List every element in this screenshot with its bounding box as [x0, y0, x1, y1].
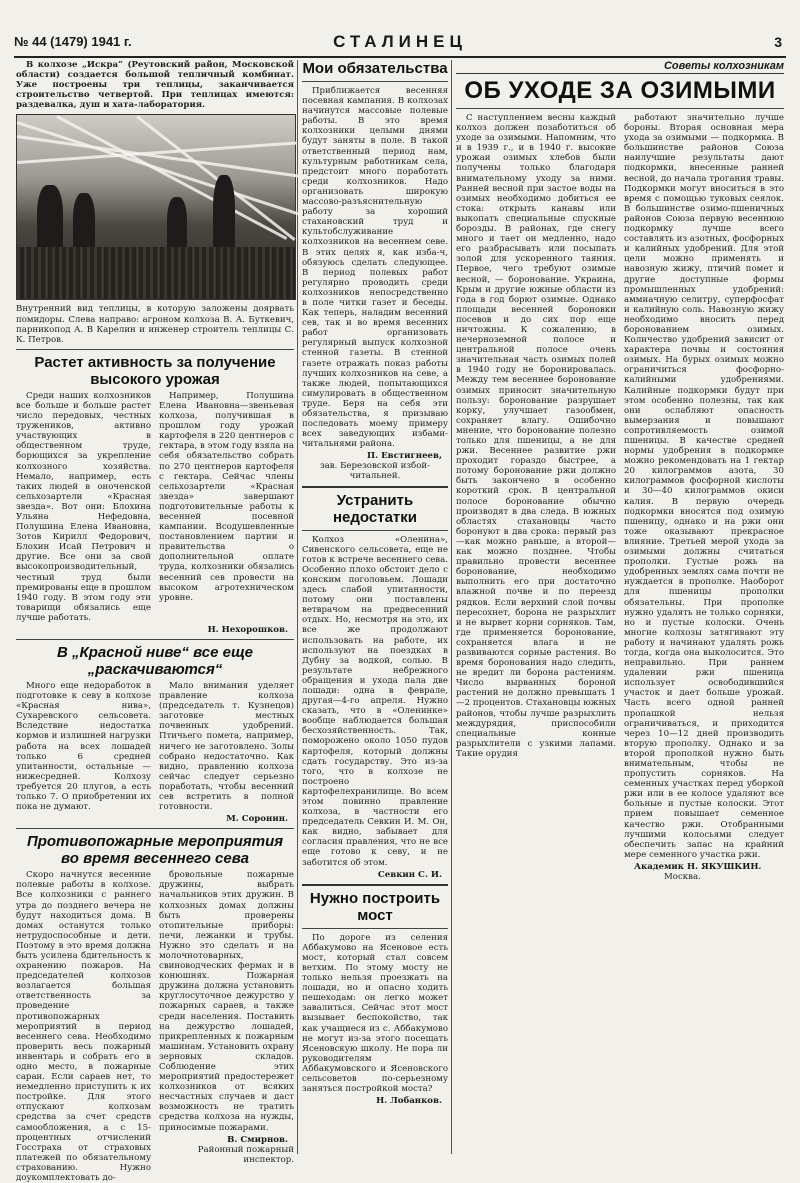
greenhouse-intro: В колхозе „Искра“ (Реутовский район, Московской области) создается большой тепличный комбинат. Уже построены три теплицы, заканчивается строительство четвертой. При теплицах имеются: раздевалка, душ и хата-лаборатория.	[16, 60, 294, 111]
article-signature: Севкин С. И.	[377, 869, 442, 880]
article-text: Скоро начнутся весенние полевые работы в колхозе. Все колхозники с раннего утра до позднего вечера не будут находиться дома. В домах останутся только нетрудоспособные и дети. Поэтому в это время должна быть усилена бдительность к охранению пожаров. На председателей колхозов возлагается большая ответственность за проведение противопожарных мероприятий в период весеннего сева. Необходимо проверить весь пожарный инвентарь и собрать его в одно место, в пожарные сараи. Если сараев нет, то немедленно приступить к их постройке. Для этого отпускают колхозам средства за счет средств самообложения, а с 15-процентных отчислений Госстраха от страховых платежей по обязательному страхованию. Нужно доукомплектовать до-	[16, 870, 151, 1183]
column-middle	[302, 60, 448, 1154]
article-title-winter-crops: ОБ УХОДЕ ЗА ОЗИМЫМИ	[464, 77, 776, 104]
article-signature: Н. Лобанков.	[376, 1096, 442, 1107]
signature-role: зав. Березовской избой-читальней.	[319, 461, 430, 482]
article-signature: В. Смирнов.	[227, 1134, 288, 1145]
greenhouse-photo	[16, 114, 296, 300]
signature-place: Москва.	[664, 871, 701, 882]
article-text: С наступлением весны каждый колхоз должен позаботиться об уходе за озимыми. Напомним, что и в 1939 г., и в 1940 г. высокие урожаи озимых хлебов были получены только благодаря внимательному уходу за ними. Ранней весной при застое воды на озимых необходимо добиться ее стока: открыть канавы или выкопать специальные спускные борозды. В районах, где снегу много и тает он медленно, надо его разбрасывать или посыпать золой для ускоренного таяния. Первое, чего требуют озимые весной, — боронование. Украина, Крым и другие южные области из года в год борют озимые. Однако площади весенней бороновки посевов и до сих пор еще ничтожны. К сожалению, в нечерноземной полосе и центральной полосе очень значительная часть озимых полей в 1940 году не боронировалась. Между тем весеннее боронование озимых приносит значительную пользу: боронование разрушает корку, улучшает газообмен, сохраняет влагу. Ошибочно мнение, что боронование полезно только для пшеницы, а не для ржи. Весеннее развитие ржи проходит гораздо быстрее, а потому боронование ржи должно быть закончено в особенно короткий срок. В центральной полосе боронование обычно производят в два следа. В южных областях стахановцы часто боронуют в два срока: первый раз—как можно раньше, а второй—как можно позднее. Чтобы правильно провести весеннее боронование, необходимо выполнить его при достаточно влажной почве и по переезд рядков. Если верхний слой почвы пересохнет, борона не разрыхлит и не вырвет корни сорняков. Там, где применяется боронование, сохраняется влага и не развиваются сорные растения. Во время боронования надо следить, не вредит ли борона растениям. Число вырванных бороной растений не должно превышать 1—2 процентов. Стахановцы южных районов, чтобы лучше разрыхлить междурядия, приспособили специальные конные разрыхлители с узкими лапами. Такие орудия	[456, 113, 616, 759]
article-title-shortcomings: Устранить недостатки	[333, 491, 417, 526]
section-rubric: Советы колхозникам	[456, 60, 784, 74]
article-text: Среди наших колхозников все больше и больше растет число передовых, честных тружеников, активно участвующих в общественном труде, борющихся за укрепление колхозного хозяйства. Немало, например, есть таких людей в оноченской сельхозартели «Красная звезда». Вот они: Блохина Ульяна Нефедовна, Полушина Елена Ивановна, Зотов Кирилл Федорович, Блохин Исай Петрович и другие. Все они за свой высокопроизводительный, честный труд были премированы еще в прошлом 1940 году. В этом году эти товарищи обязались еще лучше работать.	[16, 390, 151, 623]
article-signature: Н. Нехорошков.	[207, 625, 288, 635]
column-left	[16, 60, 294, 1183]
article-title-activity: Растет активность за получение высокого урожая	[34, 353, 276, 388]
article-signature: М. Соронин.	[226, 814, 288, 825]
article-title-fire-safety: Противопожарные мероприятия во время весеннего сева	[26, 833, 284, 868]
page-number: 3	[774, 34, 782, 50]
paper-title: СТАЛИНЕЦ	[333, 32, 467, 51]
article-text: Колхоз «Оленина», Сивенского сельсовета, еще не готов к встрече весеннего сева. Особенно плохо обстоит дело с конским поголовьем. Лошади здесь слабой упитанности, потому они поставлены ветврачом на предвесенний отдых. Но, несмотря на это, их все же продолжают использовать на работе, их используют на поездках в Дубну за водкой, солью. В результате небрежного обращения и ухода пала две лошади: одна в феврале, другая—4-го апреля. Нужно сказать, что в «Оленинке» вообще наблюдается большая бесхозяйственность. Так, поморожено около 1050 пудов картофеля, который должны сдать государству. Это из-за того, что в колхозе не построено картофелехранилище. Во всем этом повинно правление колхоза, в частности его председатель Севкин И. М. Он, как видно, забывает для согласия правления, что не все еще готово к севу, и не заботится об этом.	[302, 534, 448, 868]
article-signature: Академик Н. ЯКУШКИН.	[634, 861, 762, 872]
article-title-krasnaya-niva: В „Красной ниве“ все еще „раскачиваются“	[57, 644, 253, 678]
issue-number: № 44 (1479) 1941 г.	[14, 34, 132, 49]
signature-role: Районный пожарный инспектор.	[197, 1144, 294, 1165]
article-text: работают значительно лучше бороны. Вторая основная мера ухода за озимыми — подкормка. В большинстве районов Союза наилучшие результаты дают подкормки, внесенные ранней весной, до начала трогания травы. Подкормки могут вноситься в это время с помощью туковых сеялок. В большинстве озимо-пшеничных районов Союза первую весеннюю подкормку лучше всего составлять из азотных, фосфорных и калийных удобрений. Для этой цели можно применять и навозную жижу, птичий помет и другие доступные формы промышленных удобрений: аммиачную селитру, суперфосфат и калийную соль. Навозную жижу необходимо вносить перед боронованием озимых. Количество удобрений зависит от характера почвы и состояния озимых. На бурых озимых можно ограничиться фосфорно-калийными удобрениями. Калийные подкормки будут при этом особенно полезны, так как они ослабляют опасность вымерзания и повышают сопротивляемость озимой пшеницы. В качестве средней нормы удобрения в подкормке можно рекомендовать на 1 гектар 20 килограммов азота, 30 килограммов фосфорной кислоты и 30—40 килограммов окиси калия. В первую очередь подкормки вносятся под озимую пшеницу, однако и на ржи они тоже оказывают прекрасное влияние. Третьей мерой ухода за озимыми должны считаться прополки. Густые рожь на удобренных землях сама почти не нуждается в прополке. Наоборот для пшеницы прополки обязательны. При прополке нужно удалять не только сорняки, но и пустые колоски. Очень многие колхозы затягивают эту работу и начинают удалять рожь тогда, когда она выколосится. Это неправильно. При раннем удалении ржи пшеница использует освободившийся участок и дает больше урожай. Часть всего одной ранней пропашкой нельзя ограничиваться, и приходится через 10—12 дней производить вторую прополку. Однако и за второй прополкой нужно быть внимательным, чтобы не пропустить сорняков. На семенных участках перед уборкой ржи или в ее колосе удаляют все больные и пустые колоски. Этот прием повышает семенное качество ржи. Отобранными лучшими колосьями следует обеспечить запас на крайний мере семенного участка ржи.	[624, 113, 784, 860]
article-text: Мало внимания уделяет правление колхоза (председатель т. Кузнецов) заготовке местных почвенных удобрений. Птичьего помета, например, ничего не заготовлено. Золы собрано недостаточно. Как видно, правлению колхоза сейчас следует серьезно поработать, чтобы весенний сев встретить в полной готовности.	[159, 681, 294, 813]
article-text: Много еще недоработок в подготовке к севу в колхозе «Красная нива», Сухаревского сельсовета. Вследствие недостатка кормов и излишней нагрузки работа на всех лошадей только 6 средней упитанности, остальные — нижесредней. Колхозу требуется 20 плугов, а есть только 7. О приобретении их пока не думают.	[16, 681, 151, 813]
column-divider	[451, 60, 452, 1154]
column-divider	[297, 60, 298, 1154]
article-text: Например, Полушина Елена Ивановна—звеньевая колхоза, получившая в прошлом году урожай картофеля в 220 центнеров с гектара, в этом году взяла на себя обязательство собрать по 270 центнеров картофеля с гектара. Сейчас члены сельхозартели «Красная звезда» завершают подготовительные работы к весенней посевной кампании. Всодушевленные постановлением партии и правительства о дополнительной оплате труда, колхозники обязались весенний сев провести на высоком агротехническом уровне.	[159, 390, 294, 603]
photo-caption: Внутренний вид теплицы, в которую заложены доярвать помидоры. Слева направо: агроном колхоза В. А. Буткевич, парникопод А. В Карелин и инженер строитель теплицы С. К. Петров.	[16, 304, 294, 345]
article-text: По дороге из селения Аббакумово на Ясеновое есть мост, который стал совсем ветхим. По этому мосту не только нельзя проезжать на лошади, но и опасно ходить пешеходам: он легко может завалиться. Сейчас этот мост вызывает беспокойство, так как учащиеся из с. Аббакумово не могут из-за этого посещать Ясеновскую школу. Не пора ли руководителям Аббакумовского и Ясеновского сельсоветов по-серьезному заняться постройкой моста?	[302, 932, 448, 1095]
article-title-bridge: Нужно построить мост	[309, 889, 441, 924]
masthead	[14, 30, 786, 58]
column-right	[456, 60, 784, 1154]
article-text: Приближается весенняя посевная кампания. В колхозах начинутся массовые полевые работы. В это время колхозники целыми днями будут заняты в поле. В такой ответственный период нам, культурным работникам села, предстоит много поработать среди колхозников. Надо организовать широкую массово-разъяснительную работу за хороший стахановский труд и культобслуживание колхозников на весеннем севе. В этих целях я, как изба-ч, обязуюсь сделать следующее. В период полевых работ регулярно проводить среди колхозников непосредственно в поле читки газет и беседы. Как теперь, наладим весенний сев, так и во время весенних работ организовать регулярный выпуск колхозной стенной газеты. В стенной газете отражать показ работы лучших колхозников на севе, а также людей, попытающихся симулировать в общественном труде. Беря на себя эти обязательства, я призываю последовать моему примеру всех заведующих избами-читальнями района.	[302, 86, 448, 450]
article-signature: П. Евстигнеев,	[366, 451, 442, 462]
article-title-obligations: Мои обязательства	[302, 60, 448, 77]
article-text: бровольные пожарные дружины, выбрать начальников этих дружин. В колхозных домах должны быть проверены отопительные приборы: печи, лежанки и трубы. Нужно это сделать и на молочнотоварных, свиноводческих фермах и в конюшнях. Пожарная дружина должна установить круглосуточное дежурство у пожарных сараев, а также среди населения. Поставить на дежурство лошадей, прикрепленных к пожарным машинам. Установить охрану зерновых складов. Соблюдение этих мероприятий предостережет колхозников от всяких несчастных случаев и даст возможность не тратить средства колхоза на нужды, приносимые пожарами.	[159, 870, 294, 1133]
